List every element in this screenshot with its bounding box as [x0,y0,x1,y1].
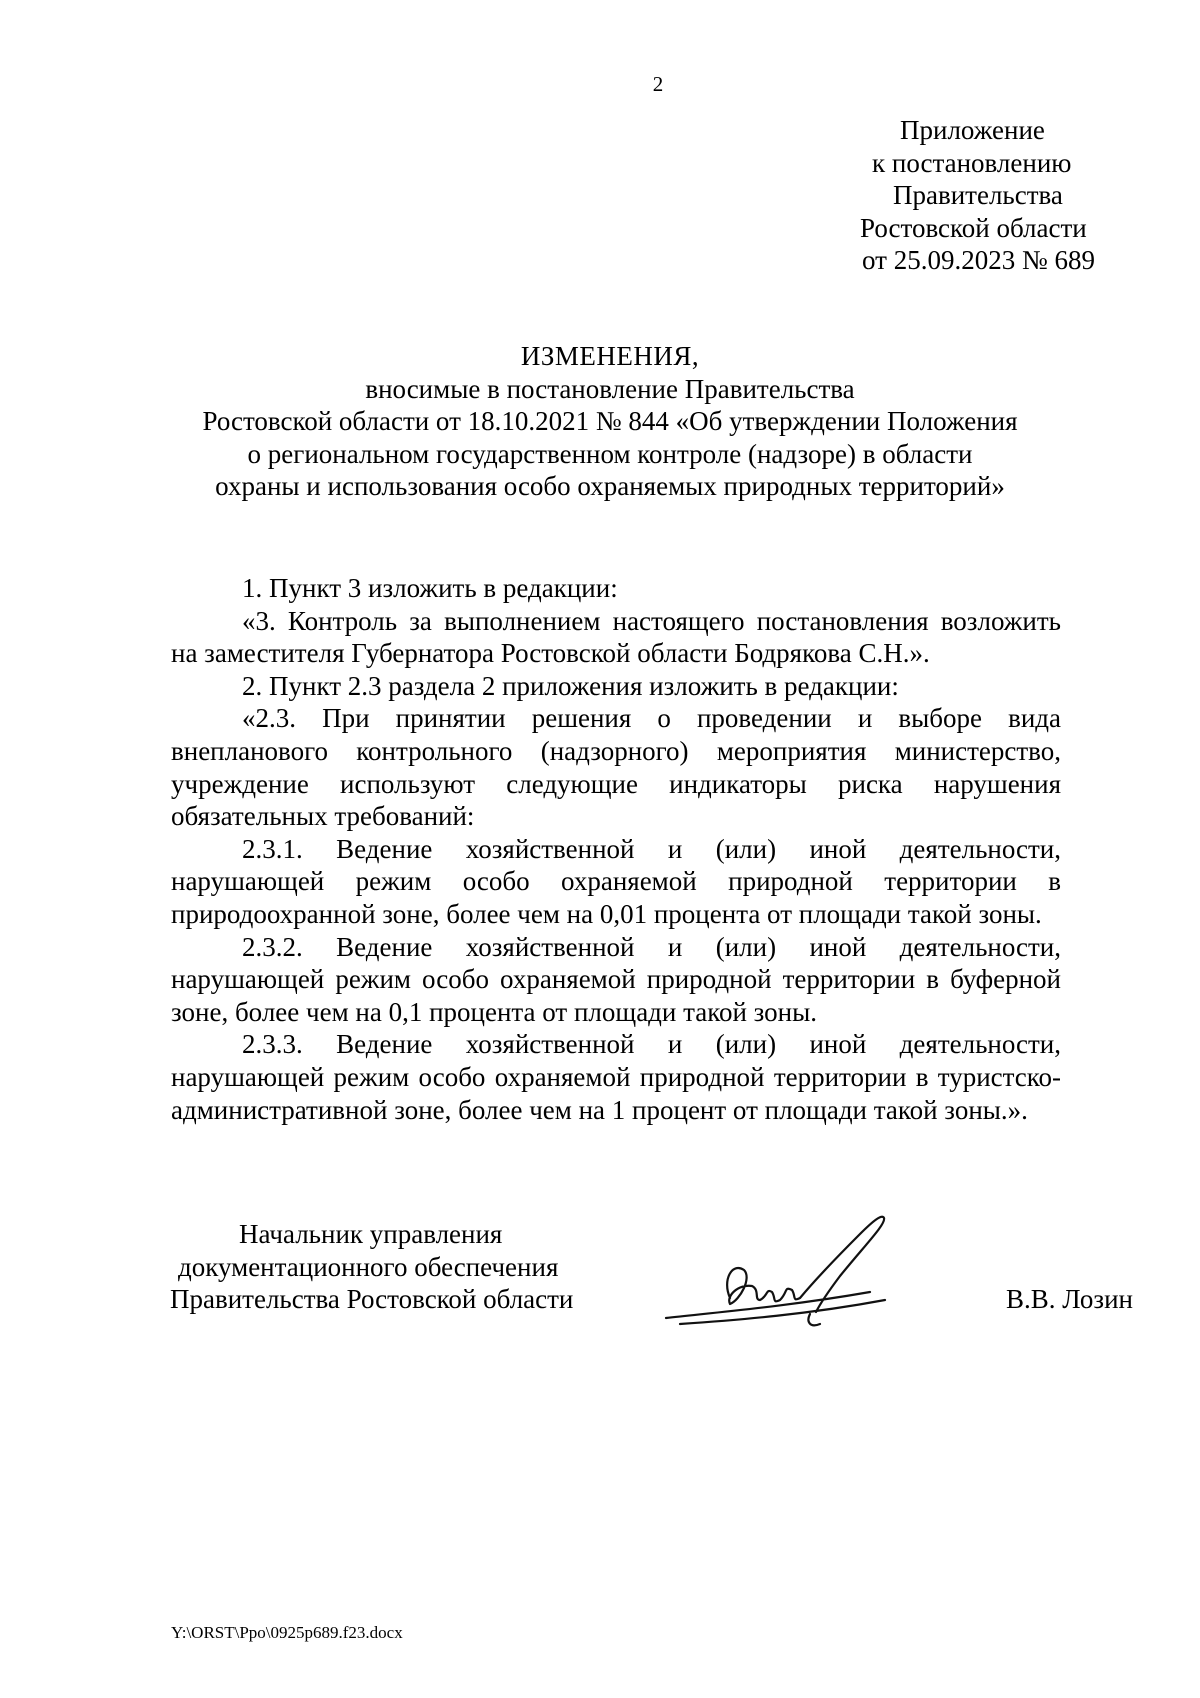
paragraph: 2.3.1. Ведение хозяйственной и (или) иной деятельности, нарушающей режим особо охраняемой природной территории в природоохранной зоне, более чем на 0,01 процента от площади такой зоны. [171,833,1061,929]
approval-line: Правительства [893,180,1063,210]
title-line: вносимые в постановление Правительства [365,373,855,404]
paragraph: 2.3.2. Ведение хозяйственной и (или) иной деятельности, нарушающей режим особо охраняемой природной территории в буферной зоне, более чем на 0,1 процента от площади такой зоны. [171,931,1061,1027]
paragraph: 1. Пункт 3 изложить в редакции: [242,573,618,603]
page-number: 2 [652,72,664,96]
approval-line: от 25.09.2023 № 689 [862,245,1095,275]
approval-line: Приложение [900,115,1045,145]
file-path-footer: Y:\ORST\Ppo\0925p689.f23.docx [171,1623,403,1642]
approval-line: к постановлению [872,147,1072,178]
paragraph: «3. Контроль за выполнением настоящего постановления возложить на заместителя Губернатора Ростовской области Бодрякова С.Н.». [171,605,1061,669]
document-body [171,572,1061,1126]
handwritten-signature [660,1200,920,1340]
document-title [160,340,1060,503]
title-line: о региональном государственном контроле (надзоре) в области [247,438,973,469]
paragraph: 2.3.3. Ведение хозяйственной и (или) иной деятельности, нарушающей режим особо охраняемой природной территории в туристско-административной зоне, более чем на 1 процент от площади такой зоны.». [171,1029,1061,1125]
approval-block [820,114,1120,277]
signatory-position [170,1218,610,1316]
title-line: охраны и использования особо охраняемых природных территорий» [215,471,1005,501]
paragraph: 2. Пункт 2.3 раздела 2 приложения изложить в редакции: [242,670,899,701]
position-line: документационного обеспечения [178,1251,559,1282]
position-line: Начальник управления [239,1219,503,1249]
approval-line: Ростовской области [860,212,1087,243]
signatory-name: В.В. Лозин [1006,1284,1133,1314]
title-line: Ростовской области от 18.10.2021 № 844 «Об утверждении Положения [202,406,1018,436]
paragraph: «2.3. При принятии решения о проведении и выборе вида внепланового контрольного (надзорного) мероприятия министерство, учреждение используют следующие индикаторы риска нарушения обязательных требований: [171,703,1061,832]
title-heading: ИЗМЕНЕНИЯ, [520,341,700,371]
position-line: Правительства Ростовской области [170,1284,574,1314]
